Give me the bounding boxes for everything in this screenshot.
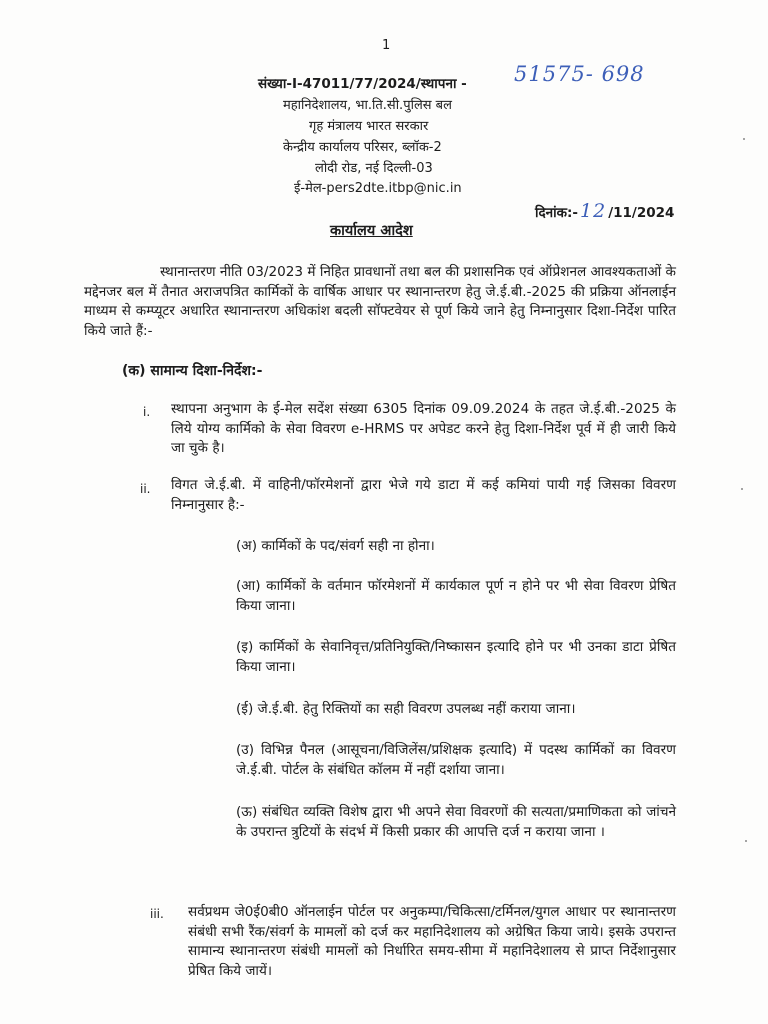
address-line-4: लोदी रोड, नई दिल्ली-03 [315, 161, 433, 176]
item-iii-text: सर्वप्रथम जे0ई0बी0 ऑनलाईन पोर्टल पर अनुकम्पा/चिकित्सा/टर्मिनल/युगल आधार पर स्थानान्तरण संबंधी सभी रैंक/संवर्ग के मामलों को दर्ज कर महानिदेशालय को अग्रेषित किया जाये। इसके उपरान्त सामान्य स्थानान्तरण संबंधी मामलों को निर्धारित समय-सीमा में महानिदेशालय से प्राप्त निर्देशानुसार प्रेषित किये जायें। [188, 904, 676, 979]
date-month-year: /11/2024 [608, 205, 675, 221]
scan-speck [743, 138, 745, 140]
address-line-3: केन्द्रीय कार्यालय परिसर, ब्लॉक-2 [283, 140, 442, 155]
subitem-uu: (ऊ) संबंधित व्यक्ति विशेष द्वारा भी अपने सेवा विवरणों की सत्यता/प्रमाणिकता को जांचने के उपरान्त त्रुटियों के संदर्भ में किसी प्रकार की आपत्ति दर्ज न कराया जाना । [236, 804, 676, 840]
intro-paragraph: स्थानान्तरण नीति 03/2023 में निहित प्रावधानों तथा बल की प्रशासनिक एवं ऑप्रेशनल आवश्यकताओं के मद्देनजर बल में तैनात अराजपत्रित कार्मिकों के वार्षिक आधार पर स्थानान्तरण हेतु जे.ई.बी.-2025 की प्रक्रिया ऑनलाईन माध्यम से कम्प्यूटर अधारित स्थानान्तरण अधिकांश बदली सॉफ्टवेयर से पूर्ण किये जाने हेतु निम्नानुसार दिशा-निर्देश पारित किये जाते हैं:- [84, 264, 676, 339]
item-i-numeral: i. [143, 405, 151, 419]
scan-speck [741, 488, 743, 490]
address-line-1: महानिदेशालय, भा.ति.सी.पुलिस बल [283, 98, 452, 113]
subitem-a: (अ) कार्मिकों के पद/संवर्ग सही ना होना। [236, 538, 435, 554]
date-line [535, 200, 674, 222]
subitem-i: (इ) कार्मिकों के सेवानिवृत्त/प्रतिनियुक्ति/निष्कासन इत्यादि होने पर भी उनका डाटा प्रेषित किया जाना। [236, 639, 676, 675]
handwritten-dispatch-number: 51575- 698 [514, 62, 645, 86]
scan-speck [745, 840, 747, 842]
document-subject: कार्यालय आदेश [330, 223, 413, 239]
item-ii-text: विगत जे.ई.बी. में वाहिनी/फॉरमेशनों द्वारा भेजे गये डाटा में कई कमियां पायी गई जिसका विवरण निम्नानुसार है:- [171, 477, 676, 513]
date-label: दिनांक:- [535, 205, 579, 221]
item-ii-numeral: ii. [140, 482, 151, 496]
subitem-u: (उ) विभिन्न पैनल (आसूचना/विजिलेंस/प्रशिक्षक इत्यादि) में पदस्थ कार्मिकों का विवरण जे.ई.बी. पोर्टल के संबंधित कॉलम में नहीं दर्शाया जाना। [236, 742, 676, 778]
handwritten-date-day: 12 [580, 200, 607, 222]
subitem-ii: (ई) जे.ई.बी. हेतु रिक्तियों का सही विवरण उपलब्ध नहीं कराया जाना। [236, 701, 576, 717]
address-line-2: गृह मंत्रालय भारत सरकार [309, 119, 429, 134]
item-iii-numeral: iii. [150, 907, 164, 921]
email-line: ई-मेल-pers2dte.itbp@nic.in [294, 181, 462, 196]
item-i-text: स्थापना अनुभाग के ई-मेल सदेंश संख्या 6305 दिनांक 09.09.2024 के तहत जे.ई.बी.-2025 के लिये योग्य कार्मिको के सेवा विवरण e-HRMS पर अपेडट करने हेतु दिशा-निर्देश पूर्व में ही जारी किये जा चुके है। [171, 401, 676, 456]
reference-number: संख्या-I-47011/77/2024/स्थापना - [258, 76, 467, 92]
section-a-heading: (क) सामान्य दिशा-निर्देश:- [122, 363, 263, 379]
subitem-aa: (आ) कार्मिकों के वर्तमान फॉरमेशनों में कार्यकाल पूर्ण न होने पर भी सेवा विवरण प्रेषित किया जाना। [236, 578, 676, 614]
page-number: 1 [382, 38, 391, 53]
